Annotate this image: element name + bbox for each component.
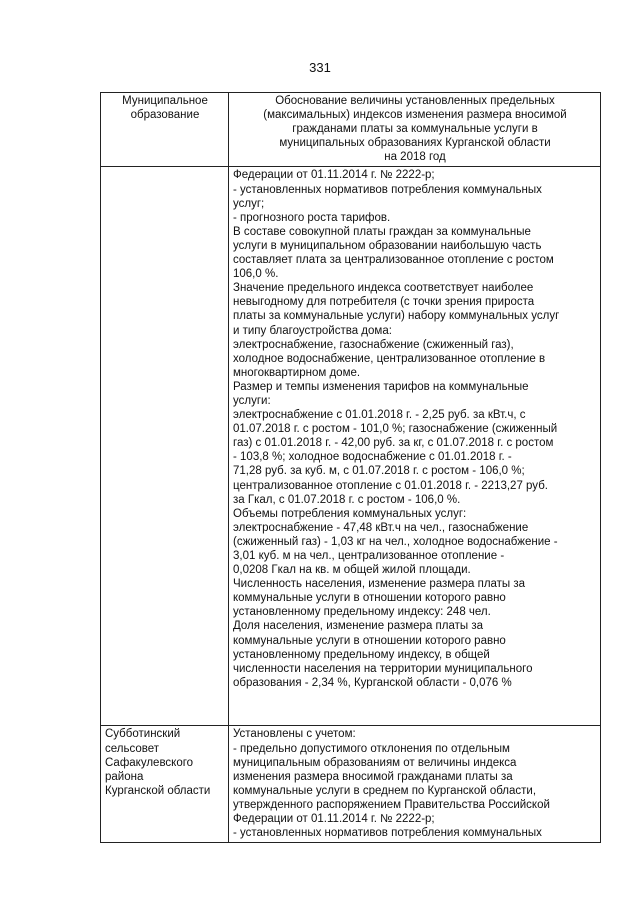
text-line: В составе совокупной платы граждан за коммунальные [233, 225, 531, 238]
text-line: 0,0208 Гкал на кв. м общей жилой площади. [233, 564, 471, 577]
text-line: газ) с 01.01.2018 г. - 42,00 руб. за кг, с 01.07.2018 г. с ростом [233, 437, 554, 450]
text-line: холодное водоснабжение, централизованное отопление в [233, 352, 546, 365]
text-line: - 103,8 %; холодное водоснабжение с 01.01.2018 г. - [233, 451, 512, 464]
text-line: коммунальные услуги в среднем по Курганской области, [233, 784, 537, 797]
text-line: - установленных нормативов потребления коммунальных [233, 183, 542, 196]
text-line: централизованное отопление с 01.01.2018 г. - 2213,27 руб. [233, 479, 548, 492]
text-line: Объемы потребления коммунальных услуг: [233, 507, 467, 520]
text-line: электроснабжение, газоснабжение (сжиженный газ), [233, 338, 514, 351]
text-line: установленному предельному индексу, в общей [233, 648, 490, 661]
text-line: установленному предельному индексу: 248 чел. [233, 606, 491, 619]
text-line: коммунальные услуги в отношении которого равно [233, 634, 506, 647]
text-line: утвержденного распоряжением Правительства Российской [233, 798, 550, 811]
text-line: электроснабжение - 47,48 кВт.ч на чел., газоснабжение [233, 521, 529, 534]
table-row [101, 726, 601, 843]
text-line: образование [130, 109, 200, 122]
justification-table [100, 92, 601, 843]
text-line: платы за коммунальные услуги) набору коммунальных услуг [233, 310, 560, 323]
text-line: и типу благоустройства дома: [233, 324, 392, 337]
text-line: - предельно допустимого отклонения по отдельным [233, 742, 510, 755]
table-row [101, 167, 601, 726]
text-line: - установленных нормативов потребления коммунальных [233, 827, 542, 840]
text-line: Курганской области [105, 784, 211, 797]
text-line: муниципальным образованиям от величины индекса [233, 756, 517, 769]
text-line: изменения размера вносимой гражданами платы за [233, 770, 513, 783]
text-line: многоквартирном доме. [233, 366, 361, 379]
text-line: услуг; [233, 197, 265, 210]
text-line: за Гкал, с 01.07.2018 г. с ростом - 106,0 %. [233, 493, 461, 506]
text-line: невыгодному для потребителя (с точки зрения прироста [233, 296, 535, 309]
header-justification [229, 93, 601, 167]
text-line: Установлены с учетом: [233, 728, 356, 741]
text-line: на 2018 год [384, 151, 446, 164]
text-line: Численность населения, изменение размера платы за [233, 578, 526, 591]
text-line: 3,01 куб. м на чел., централизованное отопление - [233, 550, 505, 562]
page-number: 331 [309, 60, 331, 75]
header-municipality [101, 93, 229, 167]
text-line: Размер и темпы изменения тарифов на коммунальные [233, 380, 529, 393]
justification-cell [229, 726, 601, 843]
text-line: Федерации от 01.11.2014 г. № 2222-р; [233, 813, 435, 826]
text-line: 01.07.2018 г. с ростом - 101,0 %; газоснабжение (сжиженный [233, 423, 558, 436]
justification-cell [229, 167, 601, 726]
text-line: Сафакулевского [105, 756, 194, 769]
text-line: численности населения на территории муниципального [233, 662, 533, 675]
text-line: района [105, 770, 144, 783]
text-line: 71,28 руб. за куб. м, с 01.07.2018 г. с ростом - 106,0 %; [233, 465, 525, 478]
text-line: (максимальных) индексов изменения размера вносимой [263, 109, 567, 122]
text-line: муниципальных образованиях Курганской области [279, 137, 551, 150]
municipality-cell [101, 167, 229, 726]
text-line: Муниципальное [122, 95, 208, 107]
text-line: коммунальные услуги в отношении которого равно [233, 592, 506, 605]
text-line: Субботинский [105, 728, 181, 741]
text-line: услуги в муниципальном образовании наибольшую часть [233, 239, 542, 252]
text-line: Доля населения, изменение размера платы за [233, 620, 484, 633]
text-line: (сжиженный газ) - 1,03 кг на чел., холодное водоснабжение - [233, 535, 558, 548]
text-line: Обоснование величины установленных предельных [275, 95, 555, 107]
text-line: образования - 2,34 %, Курганской области - 0,076 % [233, 676, 512, 689]
text-line: - прогнозного роста тарифов. [233, 211, 391, 224]
text-line: 106,0 %. [233, 268, 279, 281]
text-line: электроснабжение с 01.01.2018 г. - 2,25 руб. за кВт.ч, с [233, 409, 526, 422]
text-line: Значение предельного индекса соответствует наиболее [233, 282, 534, 295]
municipality-cell [101, 726, 229, 843]
text-line: гражданами платы за коммунальные услуги в [292, 123, 538, 136]
text-line: составляет плата за централизованное отопление с ростом [233, 254, 554, 267]
table-header-row [101, 93, 601, 167]
text-line: услуги: [233, 394, 271, 407]
text-line: сельсовет [105, 742, 160, 755]
text-line: Федерации от 01.11.2014 г. № 2222-р; [233, 169, 435, 182]
